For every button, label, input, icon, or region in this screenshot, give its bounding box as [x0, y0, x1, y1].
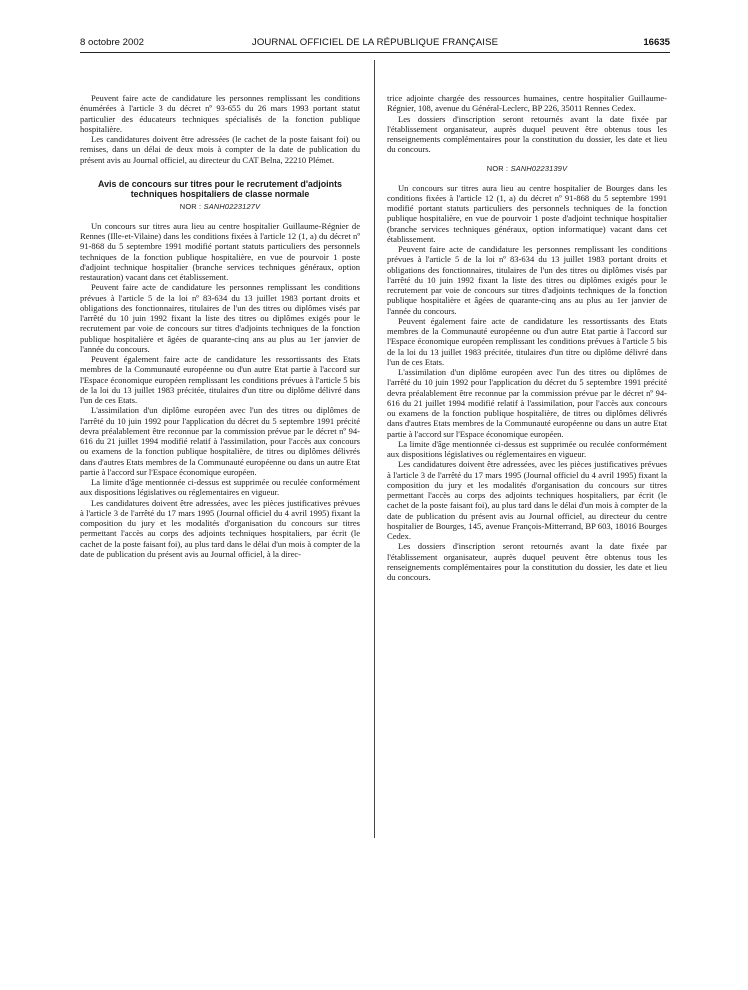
nor-label: NOR :: [179, 201, 202, 211]
paragraph: Les candidatures doivent être adressées, avec les pièces justificatives prévues à l'article 3 de l'arrêté du 17 mars 1995 (Journal officiel du 4 avril 1995) fixant la composition du jury et les modalités d'organisation du concours sur titres permettant l'accès au corps des adjoints techniques hospitaliers, par écrit (le cachet de la poste faisant foi), au plus tard dans le délai d'un mois à compter de la date de publication du présent avis au Journal officiel, au directeur du centre hospitalier de Bourges, 145, avenue François-Mitterrand, BP 603, 18016 Bourges Cedex.: [387, 459, 667, 541]
paragraph: Peuvent faire acte de candidature les personnes remplissant les conditions énumérées à l'article 3 du décret nº 93-655 du 26 mars 1993 portant statut particulier des éducateurs techniques spécialisés de la fonction publique hospitalière.: [80, 93, 360, 134]
paragraph: Un concours sur titres aura lieu au centre hospitalier Guillaume-Régnier de Rennes (Ille-et-Vilaine) dans les conditions fixées à l'article 12 (1, a) du décret nº 91-868 du 5 septembre 1991 modifié portant statuts particuliers des personnels techniques de la fonction publique hospitalière, en vue de pourvoir 1 poste d'adjoint technique hospitalier (branche services techniques généraux, option restauration) vacant dans cet établissement.: [80, 220, 360, 283]
notice-heading: Avis de concours sur titres pour le recrutement d'adjoints techniques hospitaliers de classe normale: [98, 178, 342, 200]
journal-title: JOURNAL OFFICIEL DE LA RÉPUBLIQUE FRANÇAISE: [251, 37, 499, 48]
paragraph: Peuvent faire acte de candidature les personnes remplissant les conditions prévues à l'article 5 de la loi nº 83-634 du 13 juillet 1983 portant droits et obligations des fonctionnaires, titulaires de l'un des titres ou diplômes visés par l'arrêté du 10 juin 1992 fixant la liste des titres ou diplômes exigés pour le recrutement par voie de concours sur titres d'adjoints techniques de la fonction publique hospitalière et âgées de quarante-cinq ans au plus au 1er janvier de l'année du concours.: [387, 244, 667, 316]
paragraph: Les dossiers d'inscription seront retournés avant la date fixée par l'établissement organisateur, auprès duquel peuvent être obtenus tous les renseignements complémentaires pour la constitution du dossier, les date et lieu du concours.: [387, 113, 667, 155]
nor-code: SANH0223139V: [510, 163, 568, 173]
page-number: 16635: [643, 37, 670, 48]
page-header: [80, 37, 670, 51]
column-divider: [374, 60, 375, 838]
header-date: 8 octobre 2002: [80, 37, 145, 48]
paragraph: Peuvent faire acte de candidature les personnes remplissant les conditions prévues à l'article 5 de la loi nº 83-634 du 13 juillet 1983 portant droits et obligations des fonctionnaires, titulaires de l'un des titres ou diplômes visés par l'arrêté du 10 juin 1992 fixant la liste des titres ou diplômes exigés pour le recrutement par voie de concours sur titres d'adjoints techniques de la fonction publique hospitalière et âgées de quarante-cinq ans au plus au 1er janvier de l'année du concours.: [80, 282, 360, 354]
left-column: [80, 93, 360, 559]
paragraph: L'assimilation d'un diplôme européen avec l'un des titres ou diplômes de l'arrêté du 10 juin 1992 pour l'application du décret du 5 septembre 1991 précité devra préalablement être reconnue par la commission prévue par le décret nº 94-616 du 21 juillet 1994 modifié relatif à l'assimilation, pour l'accès aux concours ou examens de la fonction publique hospitalière, de titres ou diplômes délivrés dans d'autres Etats membres de la Communauté européenne ou dans un autre Etat partie à l'accord sur l'Espace économique européen.: [80, 405, 360, 477]
nor-code: SANH0223127V: [203, 201, 261, 211]
nor-label: NOR :: [486, 163, 509, 173]
paragraph: Peuvent également faire acte de candidature les ressortissants des Etats membres de la Communauté européenne ou d'un autre Etat partie à l'accord sur l'Espace économique européen remplissant les conditions prévues à l'article 5 bis de la loi du 13 juillet 1983 précitée, titulaires d'un titre ou diplôme délivré dans l'un de ces Etats.: [387, 315, 667, 367]
nor-reference: [80, 202, 360, 211]
paragraph: Les candidatures doivent être adressées, avec les pièces justificatives prévues à l'article 3 de l'arrêté du 17 mars 1995 (Journal officiel du 4 avril 1995) fixant la composition du jury et les modalités d'organisation du concours sur titres permettant l'accès au corps des adjoints techniques hospitaliers, par écrit (le cachet de la poste faisant foi), au plus tard dans le délai d'un mois à compter de la date de publication du présent avis au Journal officiel, à la direc-: [80, 497, 360, 559]
right-column: [387, 93, 667, 582]
paragraph: Un concours sur titres aura lieu au centre hospitalier de Bourges dans les conditions fixées à l'article 12 (1, a) du décret nº 91-868 du 5 septembre 1991 modifié portant statuts particuliers des personnels techniques de la fonction publique hospitalière, en vue de pourvoir 1 poste d'adjoint technique hospitalier (branche services techniques généraux, option informatique) vacant dans cet établissement.: [387, 182, 667, 244]
nor-reference: [387, 164, 667, 173]
paragraph: La limite d'âge mentionnée ci-dessus est supprimée ou reculée conformément aux dispositions législatives ou réglementaires en vigueur.: [80, 477, 360, 498]
paragraph: L'assimilation d'un diplôme européen avec l'un des titres ou diplômes de l'arrêté du 10 juin 1992 pour l'application du décret du 5 septembre 1991 précité devra préalablement être reconnue par la commission prévue par le décret nº 94-616 du 21 juillet 1994 modifié relatif à l'assimilation, pour l'accès aux concours ou examens de la fonction publique hospitalière, de titres ou diplômes délivrés dans d'autres Etats membres de la Communauté européenne ou dans un autre Etat partie à l'accord sur l'Espace économique européen.: [387, 367, 667, 439]
paragraph: La limite d'âge mentionnée ci-dessus est supprimée ou reculée conformément aux dispositions législatives ou réglementaires en vigueur.: [387, 438, 667, 459]
paragraph: Les dossiers d'inscription seront retournés avant la date fixée par l'établissement organisateur, auprès duquel peuvent être obtenus tous les renseignements complémentaires pour la constitution du dossier, les date et lieu du concours.: [387, 541, 667, 582]
paragraph: Les candidatures doivent être adressées (le cachet de la poste faisant foi) ou remises, dans un délai de deux mois à compter de la date de publication du présent avis au Journal officiel, au directeur du CAT Belna, 22210 Plémet.: [80, 134, 360, 165]
paragraph: Peuvent également faire acte de candidature les ressortissants des Etats membres de la Communauté européenne ou d'un autre Etat partie à l'accord sur l'Espace économique européen remplissant les conditions prévues à l'article 5 bis de la loi du 13 juillet 1983 précitée, titulaires d'un titre ou diplôme délivré dans l'un de ces Etats.: [80, 354, 360, 406]
paragraph: trice adjointe chargée des ressources humaines, centre hospitalier Guillaume-Régnier, 108, avenue du Général-Leclerc, BP 226, 35011 Rennes Cedex.: [387, 93, 667, 114]
header-rule: [80, 52, 670, 53]
